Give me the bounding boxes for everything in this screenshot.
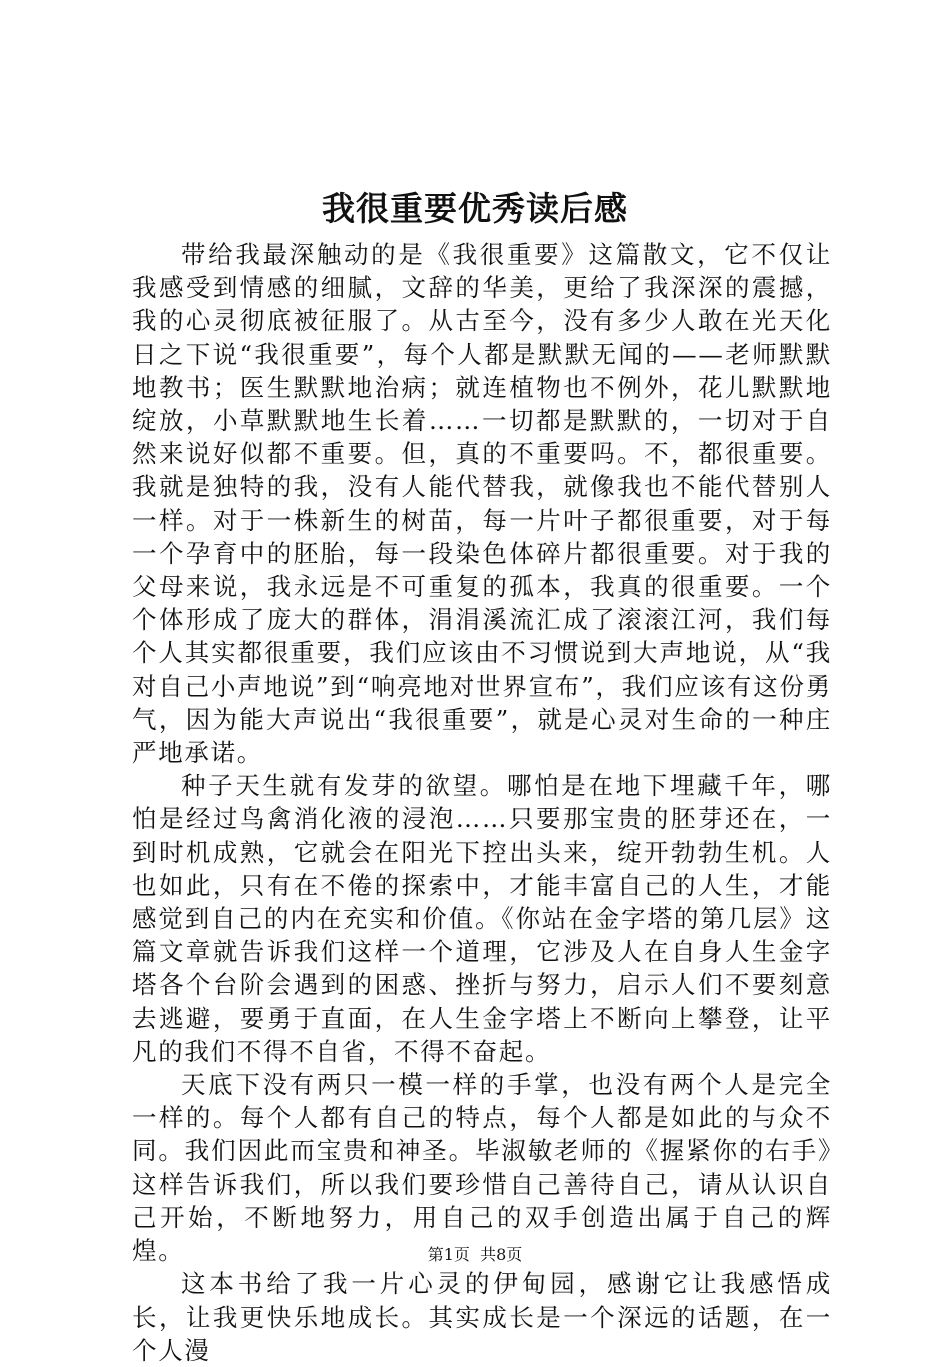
page-footer <box>0 1244 950 1266</box>
document-title: 我很重要优秀读后感 <box>322 189 628 228</box>
paragraph-1: 带给我最深触动的是《我很重要》这篇散文，它不仅让我感受到情感的细腻，文辞的华美，更给了我深深的震撼，我的心灵彻底被征服了。从古至今，没有多少人敢在光天化日之下说“我很重要”，每个人都是默默无闻的——老师默默地教书；医生默默地治病；就连植物也不例外，花儿默默地绽放，小草默默地生长着……一切都是默默的，一切对于自然来说好似都不重要。但，真的不重要吗。不，都很重要。我就是独特的我，没有人能代替我，就像我也不能代替别人一样。对于一株新生的树苗，每一片叶子都很重要，对于每一个孕育中的胚胎，每一段染色体碎片都很重要。对于我的父母来说，我永远是不可重复的孤本，我真的很重要。一个个体形成了庞大的群体，涓涓溪流汇成了滚滚江河，我们每个人其实都很重要，我们应该由不习惯说到大声地说，从“我对自己小声地说”到“响亮地对世界宣布”，我们应该有这份勇气，因为能大声说出“我很重要”，就是心灵对生命的一种庄严地承诺。 <box>132 240 832 768</box>
paragraph-4: 这本书给了我一片心灵的伊甸园，感谢它让我感悟成长，让我更快乐地成长。其实成长是一个深远的话题，在一个人漫 <box>132 1269 832 1365</box>
paragraph-2: 种子天生就有发芽的欲望。哪怕是在地下埋藏千年，哪怕是经过鸟禽消化液的浸泡……只要那宝贵的胚芽还在，一到时机成熟，它就会在阳光下控出头来，绽开勃勃生机。人也如此，只有在不倦的探索中，才能丰富自己的人生，才能感觉到自己的内在充实和价值。《你站在金字塔的第几层》这篇文章就告诉我们这样一个道理，它涉及人在自身人生金字塔各个台阶会遇到的困惑、挫折与努力，启示人们不要刻意去逃避，要勇于直面，在人生金字塔上不断向上攀登，让平凡的我们不得不自省，不得不奋起。 <box>132 771 832 1066</box>
page-number: 第1页 <box>427 1245 470 1264</box>
paragraph-3: 天底下没有两只一模一样的手掌，也没有两个人是完全一样的。每个人都有自己的特点，每个人都是如此的与众不同。我们因此而宝贵和神圣。毕淑敏老师的《握紧你的右手》这样告诉我们，所以我们要珍惜自己善待自己，请从认识自己开始，不断地努力，用自己的双手创造出属于自己的辉煌。 <box>132 1070 832 1266</box>
document-body <box>132 238 832 1367</box>
page-total: 共8页 <box>480 1245 523 1264</box>
